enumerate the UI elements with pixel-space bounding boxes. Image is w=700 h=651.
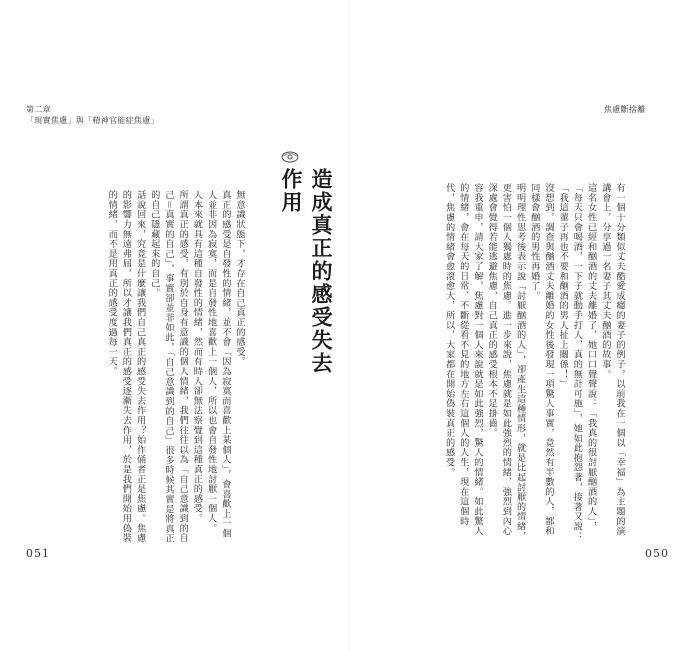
right-body-text: 有一個十分類似丈夫酷愛成癮的妻子的例子，以前我在一個以「幸福」為主題的演講會上，分享過一名妻子其丈夫酗酒的故事。 這名女性已經和酗酒的丈夫離婚了，她口口聲聲說：「我真的很討厭酗酒的人」，「每天只會喝酒，一下子就動手打人，真的無計可施」，她如此抱怨著，接著又說：「我這輩子再也不要和酗酒的男人扯上關係！」 沒想到，調查與酗酒丈夫離婚的女性後發現一項驚人事實，竟然有半數的人，都和同樣會酗酒的男性再婚了。 明明理性思考後表示說「討厭酗酒的人」，卻產生這種情形，就是比起討厭的情緒，更害怕一個人獨處時的焦慮。進一步來說，焦慮就是如此強烈的情緒，強烈到內心深處會覺得若能逃避焦慮，自己真正的感受根本不足掛齒。 容我重申，請大家了解，焦慮對一個人來說就是如此強烈，驚人的情緒。如此驚人的情緒，會在每天的日常、不斷從看不見的地方左右這個人的人生，現在這個時代，焦慮的情緒會愈滾愈大，所以，大家都在開始偽裝真正的感受。: [443, 183, 625, 541]
section-title-block: [270, 150, 334, 390]
right-running-header: 焦慮斷捨離: [604, 105, 646, 114]
right-page-number: 050: [645, 547, 669, 560]
flower-icon: [280, 150, 300, 164]
section-title: 造成真正的感受失去作用: [279, 168, 334, 375]
chapter-number: 第二章: [26, 105, 51, 114]
chapter-name: 「現實焦慮」與「精神官能症焦慮」: [26, 116, 159, 125]
book-gutter: [349, 0, 350, 651]
left-body-text: 無意識狀態下，才存在自己真正的感受。 真正的感受是自發性的情緒，並不會「因為寂寞而喜歡上某個人」，會喜歡上一個人並非因為寂寞，而是自發性地喜歡上一個人，所以也會自發性地討厭一個人。 人本來就具有這種自發性的情緒，然而有時人卻無法察覺到這種真正的感受。 所謂真正的感受，有別於自身有意識的個人情緒，我們往往以為「自己意識到的自己＝真實的自己」，事實卻並非如此，「自己意識到的自己」很多時候其實是將真正的自己隱藏起來的自己。 話說回來，究竟是什麼讓我們自己真正的感受失去作用？始作俑者正是焦慮。焦慮的影響力無遠弗屆，所以才讓我們真正的感受逐漸失去作用，於是我們開始用偽裝的情緒，而不是用真正的感受度過每一天。: [106, 190, 245, 544]
left-page-number: 051: [26, 547, 50, 560]
left-running-header: [26, 104, 159, 126]
